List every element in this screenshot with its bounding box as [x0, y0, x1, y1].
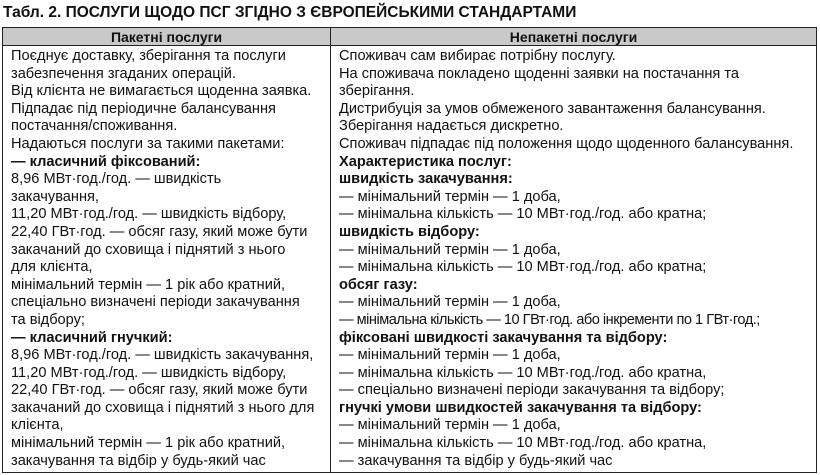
section-heading: гнучкі умови швидкостей закачування та відбору: [339, 399, 702, 416]
text-line: постачання/споживання. [11, 118, 178, 135]
text-line: 8,96 МВт·год./год. — швидкість закачування, [11, 347, 314, 364]
section-heading: Характеристика послуг: [339, 153, 512, 170]
non-package-services-cell [331, 46, 816, 472]
text-line: 8,96 МВт·год./год. — швидкість [11, 171, 222, 188]
text-line: мінімальний термін — 1 рік або кратний, [11, 435, 286, 452]
text-line: закачування, [11, 188, 99, 205]
header-package-services: Пакетні послуги [3, 28, 331, 46]
services-table [2, 27, 817, 473]
section-heading: швидкість закачування: [339, 171, 513, 188]
text-line: — мінімальна кількість — 10 МВт·год./год. або кратна, [339, 364, 707, 381]
section-heading: фіксовані швидкості закачування та відбору: [339, 329, 668, 346]
header-non-package-services: Непакетні послуги [331, 28, 816, 46]
section-heading: швидкість відбору: [339, 223, 480, 240]
text-line: — мінімальний термін — 1 доба, [339, 294, 561, 311]
section-heading: обсяг газу: [339, 276, 418, 293]
text-line: — мінімальна кількість — 10 ГВт·год. або інкременти по 1 ГВт·год.; [339, 311, 760, 328]
text-line: Поєднує доставку, зберігання та послуги [11, 48, 286, 64]
text-line: — спеціально визначені періоди закачування та відбору; [339, 382, 725, 399]
text-line: Споживач підпадає під положення щодо щоденного балансування. [339, 135, 794, 152]
text-line: для клієнта, [11, 259, 93, 276]
text-line: Споживач сам вибирає потрібну послугу. [339, 48, 616, 64]
text-line: — мінімальна кількість — 10 МВт·год./год. або кратна; [339, 259, 707, 276]
section-heading: — класичний фіксований: [11, 153, 201, 170]
text-line: закачаний до сховища і піднятий з нього [11, 241, 286, 258]
text-line: — мінімальний термін — 1 доба, [339, 417, 561, 434]
text-line: 11,20 МВт·год./год. — швидкість відбору, [11, 206, 287, 223]
text-line: 11,20 МВт·год./год. — швидкість відбору, [11, 364, 287, 381]
text-line: Зберігання надається дискретно. [339, 118, 564, 135]
text-line: — мінімальна кількість — 10 МВт·год./год. або кратна, [339, 435, 707, 452]
text-line: — мінімальний термін — 1 доба, [339, 188, 561, 205]
table-caption: Табл. 2. ПОСЛУГИ ЩОДО ПСГ ЗГІДНО З ЄВРОПЕЙСЬКИМИ СТАНДАРТАМИ [3, 4, 577, 21]
text-line: мінімальний термін — 1 рік або кратний, [11, 276, 286, 293]
text-line: та відбору; [11, 311, 85, 328]
text-line: зберігання. [339, 83, 415, 100]
text-line: 22,40 ГВт·год. — обсяг газу, який може бути [11, 382, 308, 399]
text-line: — мінімальний термін — 1 доба, [339, 347, 561, 364]
text-line: закачаний до сховища і піднятий з нього для [11, 399, 315, 416]
text-line: спеціально визначені періоди закачування [11, 294, 300, 311]
package-services-cell [3, 46, 331, 472]
text-line: Підпадає під періодичне балансування [11, 100, 276, 117]
text-line: закачування та відбір у будь-який час [11, 452, 266, 469]
text-line: Дистрибуція за умов обмеженого завантаження балансування. [339, 100, 766, 117]
text-line: Від клієнта не вимагається щоденна заявка. [11, 83, 312, 100]
text-line: Надаються послуги за такими пакетами: [11, 135, 285, 152]
text-line: клієнта, [11, 417, 64, 434]
text-line: — мінімальний термін — 1 доба, [339, 241, 561, 258]
text-line: — мінімальна кількість — 10 МВт·год./год. або кратна; [339, 206, 707, 223]
text-line: — закачування та відбір у будь-який час [339, 452, 613, 469]
text-line: На споживача покладено щоденні заявки на постачання та [339, 65, 740, 82]
section-heading: — класичний гнучкий: [11, 329, 173, 346]
text-line: 22,40 ГВт·год. — обсяг газу, який може бути [11, 223, 308, 240]
text-line: забезпечення згаданих операцій. [11, 65, 236, 82]
